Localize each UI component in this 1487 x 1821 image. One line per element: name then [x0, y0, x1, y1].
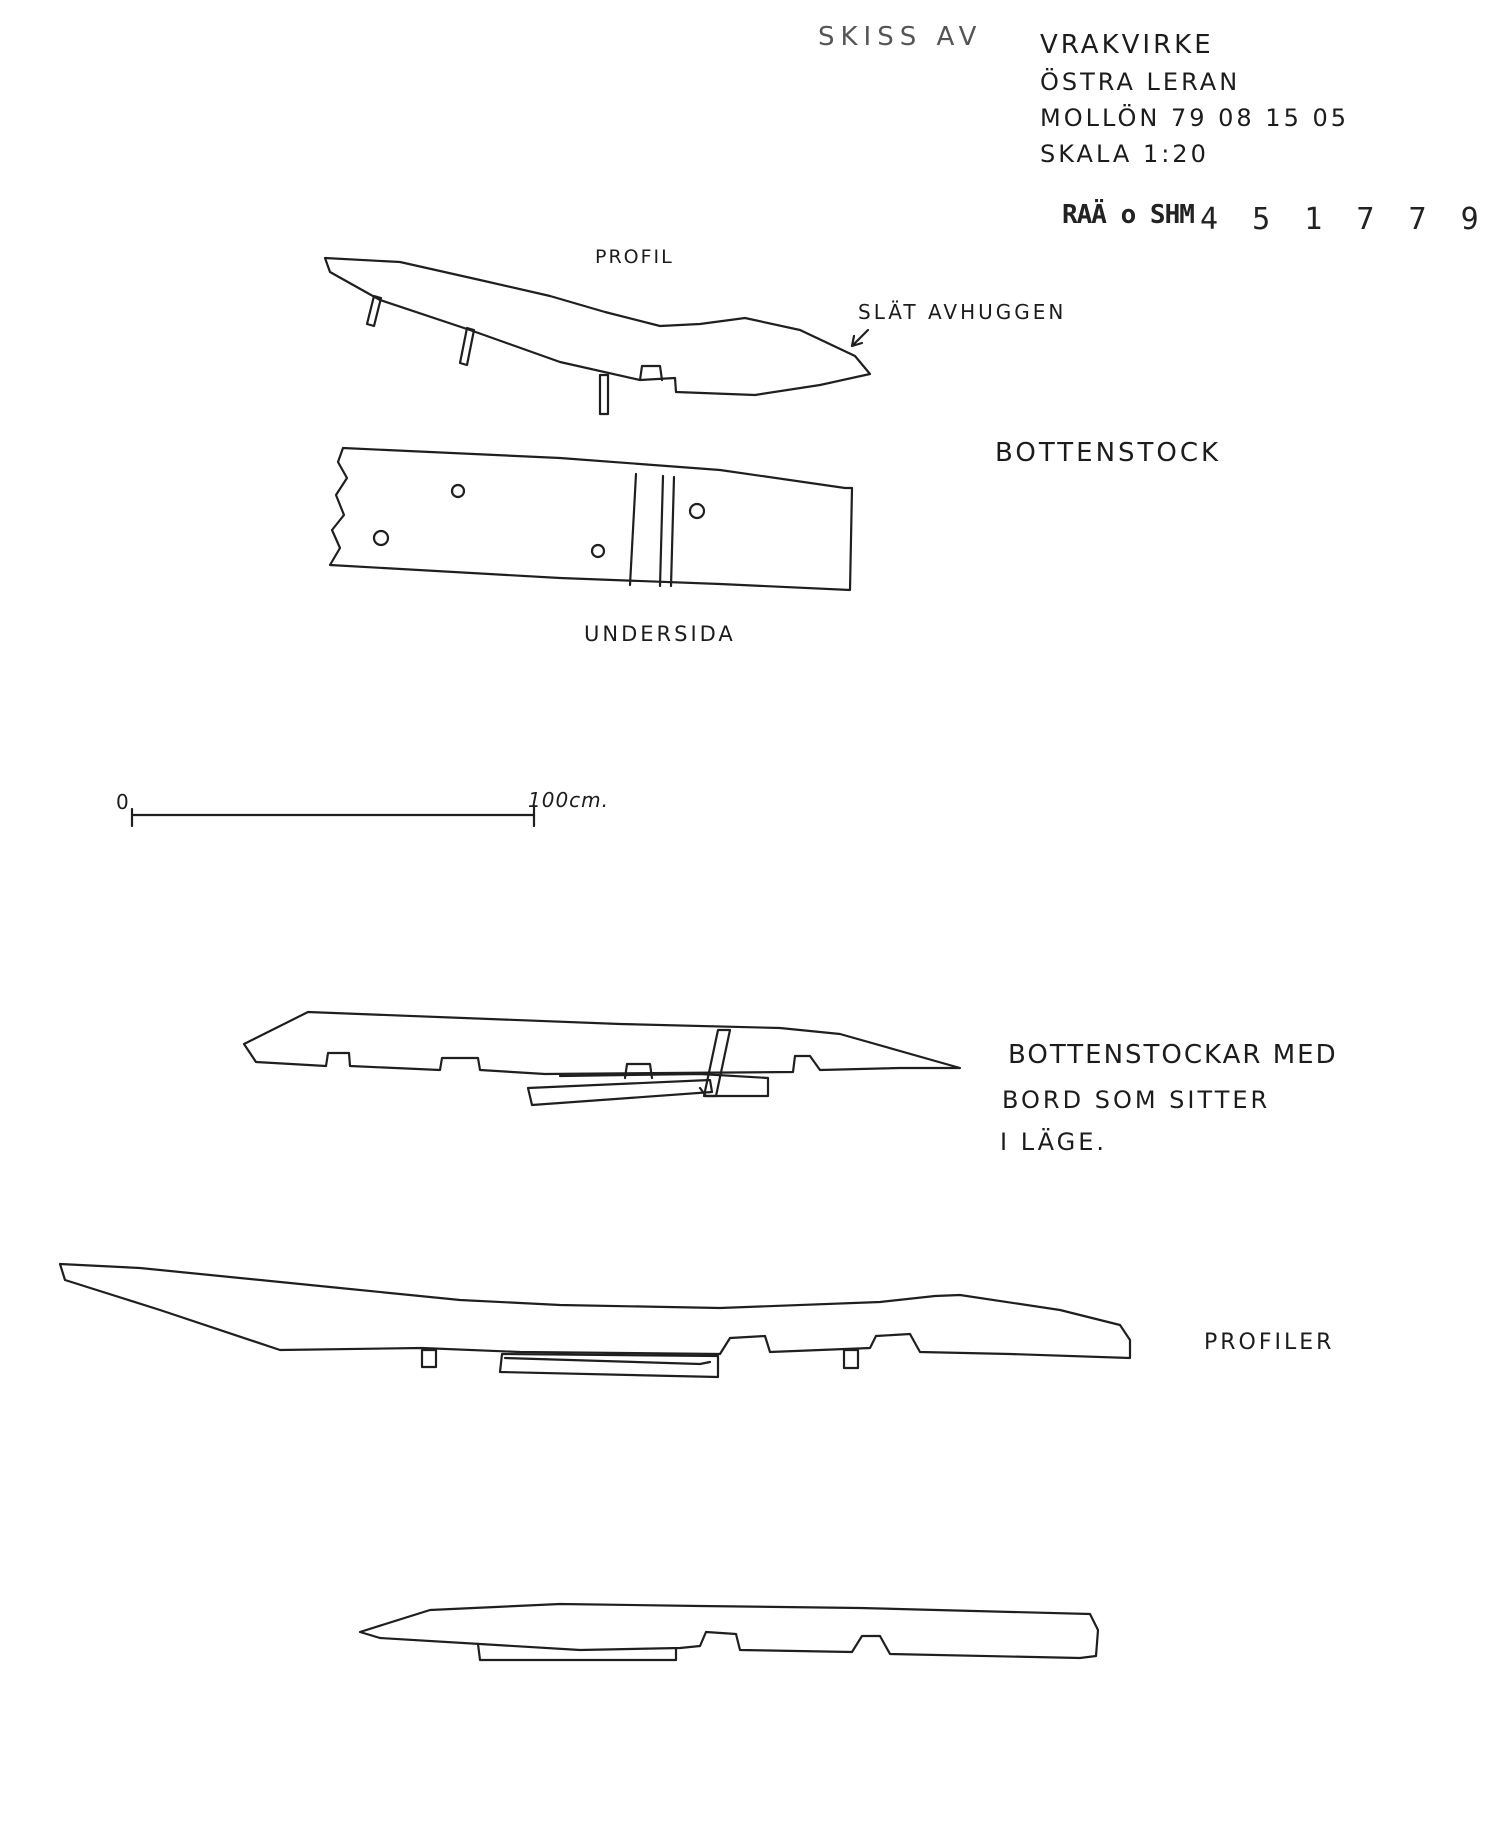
raa-stamp-number: 4 5 1 7 7 9 [1200, 202, 1487, 237]
hole-3 [592, 545, 604, 557]
header-line-date: MOLLÖN 79 08 15 05 [1040, 104, 1349, 132]
label-bottenstockar-line2: BORD SOM SITTER [1002, 1086, 1271, 1114]
profile-long-plank-inner [505, 1358, 710, 1364]
profile-drawing [325, 258, 870, 414]
label-bottenstock: BOTTENSTOCK [995, 438, 1222, 468]
scale-label-zero: 0 [116, 790, 132, 814]
header-line-vrakvirke: VRAKVIRKE [1040, 30, 1214, 60]
bottenstockar-outline [244, 1012, 960, 1074]
profile-short-outline [360, 1604, 1098, 1658]
label-slat-avhuggen: SLÄT AVHUGGEN [858, 300, 1067, 324]
profile-long-plank [500, 1354, 718, 1377]
header-line-location: ÖSTRA LERAN [1040, 68, 1241, 96]
arrow-slat-avhuggen [852, 330, 868, 346]
label-bottenstockar-line1: BOTTENSTOCKAR MED [1008, 1040, 1338, 1070]
underside-band-3 [671, 477, 674, 586]
profile-long-outline [60, 1264, 1130, 1358]
scale-bar [132, 806, 534, 826]
bottenstockar-drawing [244, 1012, 960, 1105]
profile-short-drawing [360, 1604, 1098, 1660]
underside-band-2 [660, 476, 663, 586]
hole-2 [374, 531, 388, 545]
header-line-scale: SKALA 1:20 [1040, 140, 1209, 168]
underside-drawing [330, 448, 852, 590]
plank-left [528, 1080, 712, 1105]
label-profiler: PROFILER [1204, 1330, 1335, 1355]
sketch-title: SKISS AV [818, 22, 983, 52]
treenail-3 [600, 375, 608, 414]
frame-rod [704, 1030, 730, 1096]
underside-outline [330, 448, 852, 590]
profile-outline [325, 258, 870, 395]
profile-long-drawing [60, 1264, 1130, 1377]
scale-label-end: 100cm. [528, 788, 610, 812]
profile-long-peg-1 [422, 1350, 436, 1367]
underside-band-1 [630, 474, 636, 585]
label-profil: PROFIL [595, 246, 674, 268]
hole-1 [452, 485, 464, 497]
label-bottenstockar-line3: I LÄGE. [1000, 1128, 1108, 1156]
treenail-2 [460, 328, 474, 365]
profile-long-peg-2 [844, 1350, 858, 1368]
hole-4 [690, 504, 704, 518]
raa-stamp-prefix: RAÄ o SHM [1062, 200, 1194, 230]
label-undersida: UNDERSIDA [584, 622, 736, 646]
